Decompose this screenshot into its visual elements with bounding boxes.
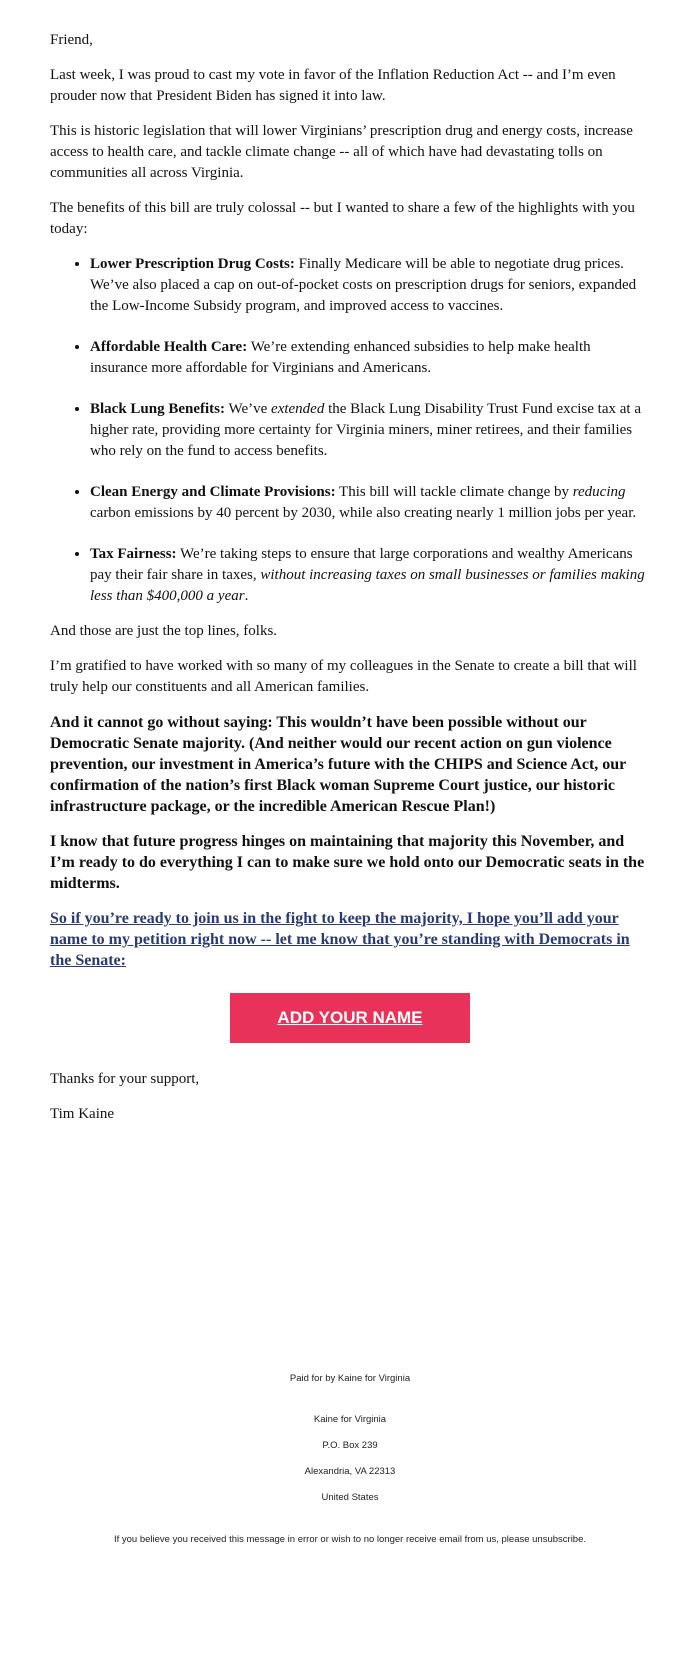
greeting: Friend, [50, 32, 93, 48]
highlight-text: . [244, 588, 249, 604]
paragraph-progress: I know that future progress hinges on maintaining that majority this November, and I’m ready to do everything I can to make sure we hold onto our Democratic seats in the midterms. [50, 833, 645, 892]
signoff-name: Tim Kaine [50, 1106, 115, 1122]
highlight-title: Tax Fairness: [90, 546, 177, 562]
highlight-title: Clean Energy and Climate Provisions: [90, 484, 336, 500]
highlight-text: This bill will tackle climate change by [339, 484, 569, 500]
footer-unsubscribe[interactable]: If you believe you received this message in error or wish to no longer receive email from us, please unsubscribe. [113, 1534, 587, 1545]
footer-country: United States [321, 1492, 379, 1503]
highlight-text: We’re extending enhanced subsidies to help make health insurance more affordable for Virginians and Americans. [90, 339, 591, 376]
paragraph-top-lines: And those are just the top lines, folks. [50, 623, 278, 639]
highlight-emphasis: without increasing taxes on small businesses or families making less than $400,000 a year [90, 567, 645, 604]
footer-po-box: P.O. Box 239 [322, 1440, 378, 1451]
highlight-text: We’re taking steps to ensure that large corporations and wealthy Americans pay their fair share in taxes, [90, 546, 633, 583]
highlight-title: Black Lung Benefits: [90, 401, 226, 417]
highlight-emphasis: reducing [572, 484, 626, 500]
footer-paid-for: Paid for by Kaine for Virginia [289, 1373, 411, 1384]
signoff-thanks: Thanks for your support, [50, 1071, 200, 1087]
petition-link[interactable]: So if you’re ready to join us in the fight to keep the majority, I hope you’ll add your name to my petition right now -- let me know that you’re standing with Democrats in the Senate: [50, 910, 630, 969]
highlight-text: the Black Lung Disability Trust Fund excise tax at a higher rate, providing more certainty for Virginia miners, miner retirees, and their families who rely on the fund to access benefits. [90, 401, 641, 459]
highlight-emphasis: extended [271, 401, 325, 417]
list-item [90, 254, 650, 317]
paragraph-vote: Last week, I was proud to cast my vote in favor of the Inflation Reduction Act -- and I’m even prouder now that President Biden has signed it into law. [50, 67, 616, 104]
footer-org: Kaine for Virginia [313, 1414, 387, 1425]
list-item [90, 399, 650, 462]
list-item [90, 337, 650, 379]
add-your-name-button[interactable]: ADD YOUR NAME [230, 993, 470, 1043]
button-container [50, 993, 650, 1043]
paragraph-legislation: This is historic legislation that will lower Virginians’ prescription drug and energy costs, increase access to health care, and tackle climate change -- all of which have had devastating tolls on communities all across Virginia. [50, 123, 633, 181]
paragraph-gratified: I’m gratified to have worked with so many of my colleagues in the Senate to create a bill that will truly help our constituents and all American families. [50, 658, 637, 695]
highlights-list [50, 254, 650, 607]
highlight-title: Affordable Health Care: [90, 339, 248, 355]
paragraph-benefits-intro: The benefits of this bill are truly colossal -- but I wanted to share a few of the highlights with you today: [50, 200, 635, 237]
list-item [90, 544, 650, 607]
email-body [50, 30, 650, 1139]
highlight-text: We’ve [228, 401, 268, 417]
footer-city: Alexandria, VA 22313 [304, 1466, 396, 1477]
highlight-text: Finally Medicare will be able to negotiate drug prices. We’ve also placed a cap on out-of-pocket costs on prescription drugs for seniors, expanded the Low-Income Subsidy program, and improved access to vaccines. [90, 256, 637, 314]
highlight-text: carbon emissions by 40 percent by 2030, while also creating nearly 1 million jobs per year. [90, 505, 637, 521]
highlight-title: Lower Prescription Drug Costs: [90, 256, 295, 272]
paragraph-majority: And it cannot go without saying: This wouldn’t have been possible without our Democratic Senate majority. (And neither would our recent action on gun violence prevention, our investment in America’s future with the CHIPS and Science Act, our confirmation of the nation’s first Black woman Supreme Court justice, our historic infrastructure package, or the incredible American Rescue Plan!) [50, 714, 626, 815]
list-item [90, 482, 650, 524]
